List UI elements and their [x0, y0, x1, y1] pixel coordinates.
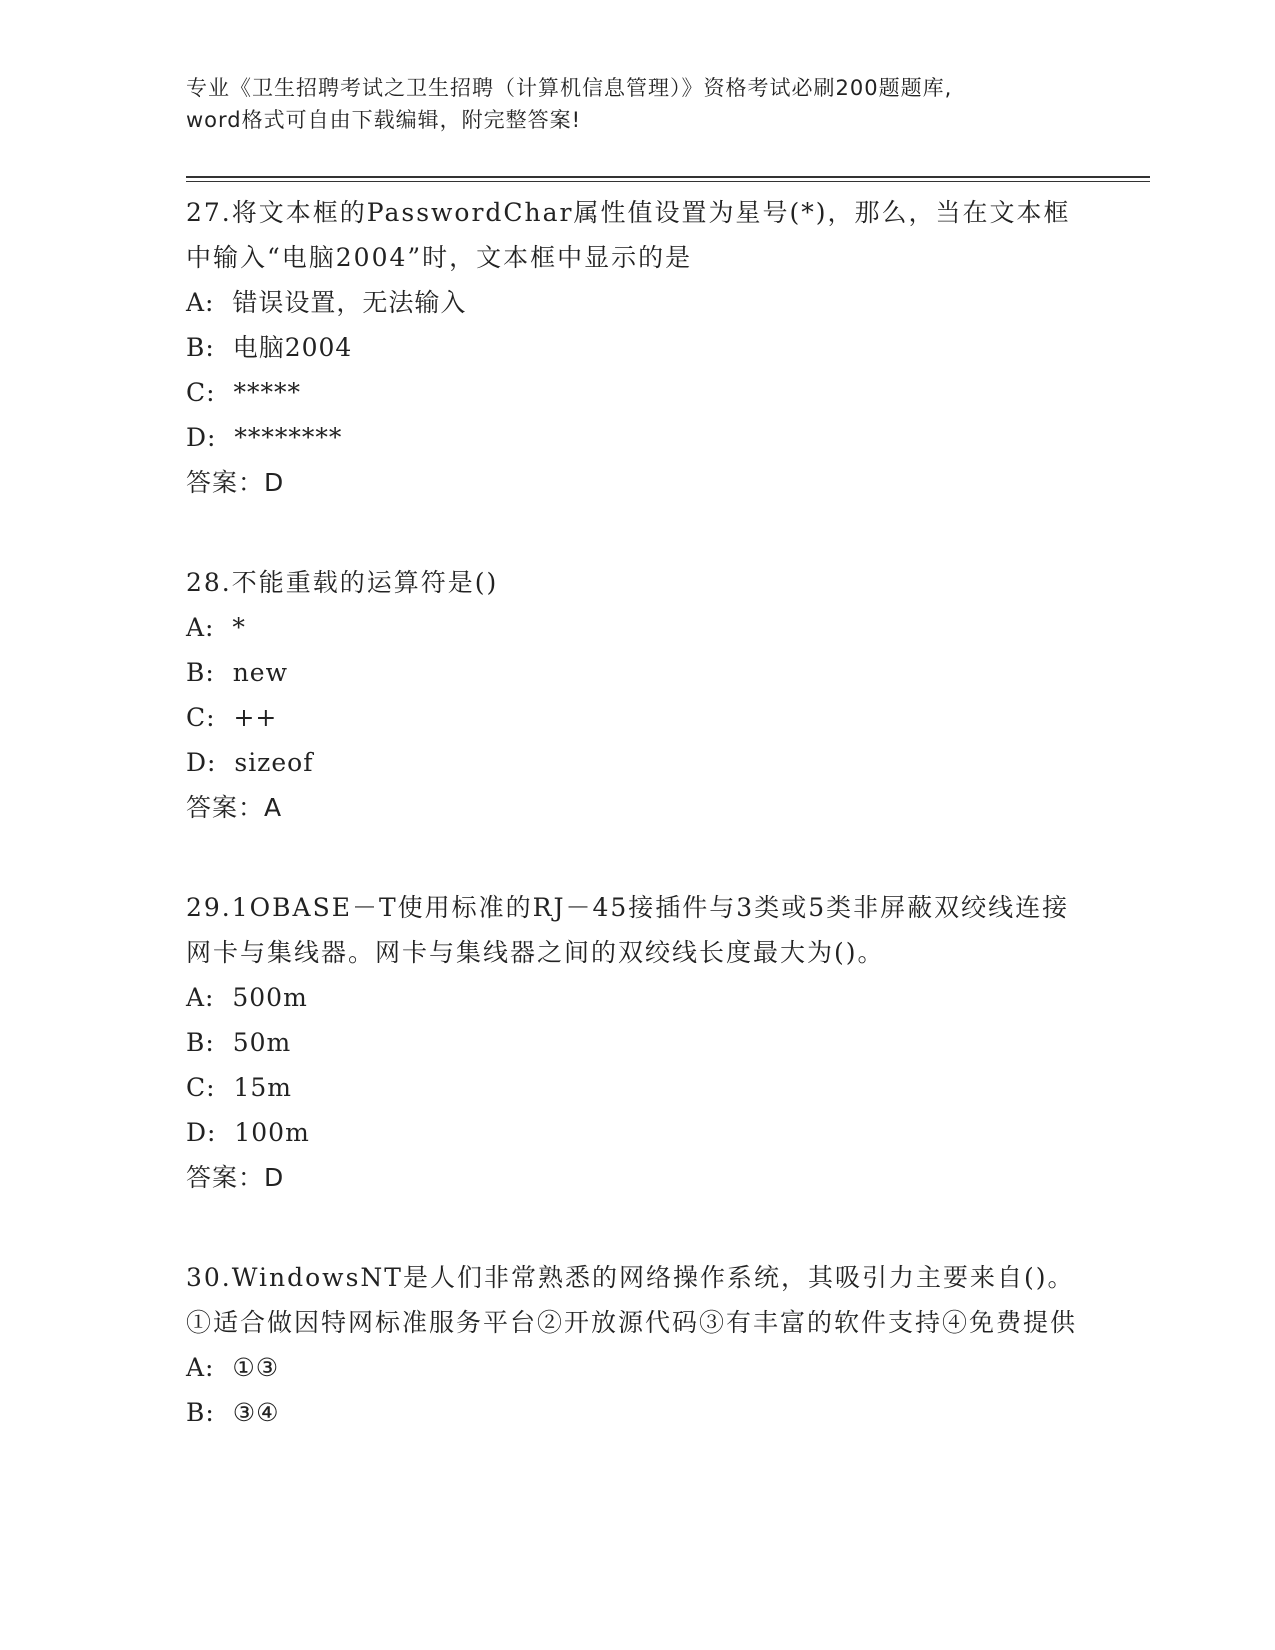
question-28 — [186, 560, 1086, 830]
option-b: B: 电脑2004 — [186, 333, 353, 362]
question-text: 27.将文本框的PasswordChar属性值设置为星号(*)，那么，当在文本框中输入“电脑2004”时，文本框中显示的是 — [186, 198, 1071, 272]
question-29 — [186, 885, 1086, 1200]
option-b: B: new — [186, 658, 288, 687]
option-a: A: ①③ — [186, 1353, 280, 1382]
option-c: C: 15m — [186, 1073, 292, 1102]
option-c: C: ***** — [186, 378, 301, 407]
option-c: C: ++ — [186, 703, 278, 732]
question-27 — [186, 190, 1086, 505]
answer: 答案：A — [186, 793, 283, 822]
header-divider-thick — [186, 176, 1150, 178]
question-text: 30.WindowsNT是人们非常熟悉的网络操作系统，其吸引力主要来自()。①适合做因特网标准服务平台②开放源代码③有丰富的软件支持④免费提供 — [186, 1263, 1078, 1337]
option-d: D: ******** — [186, 423, 343, 452]
question-text: 29.1OBASE－T使用标准的RJ－45接插件与3类或5类非屏蔽双绞线连接网卡与集线器。网卡与集线器之间的双绞线长度最大为()。 — [186, 893, 1070, 967]
answer: 答案：D — [186, 1163, 285, 1192]
option-a: A: 500m — [186, 983, 308, 1012]
header-line-2: word格式可自由下载编辑，附完整答案! — [186, 108, 582, 132]
option-d: D: 100m — [186, 1118, 310, 1147]
option-a: A: 错误设置，无法输入 — [186, 288, 467, 317]
header-line-1: 专业《卫生招聘考试之卫生招聘（计算机信息管理）》资格考试必刷200题题库, — [186, 76, 953, 100]
document-header — [186, 72, 1086, 136]
question-text: 28.不能重载的运算符是() — [186, 568, 499, 597]
answer: 答案：D — [186, 468, 285, 497]
header-divider-thin — [186, 181, 1150, 182]
option-b: B: 50m — [186, 1028, 292, 1057]
question-list — [186, 190, 1086, 1490]
option-d: D: sizeof — [186, 748, 314, 777]
option-b: B: ③④ — [186, 1398, 280, 1427]
question-30 — [186, 1255, 1086, 1435]
option-a: A: * — [186, 613, 246, 642]
